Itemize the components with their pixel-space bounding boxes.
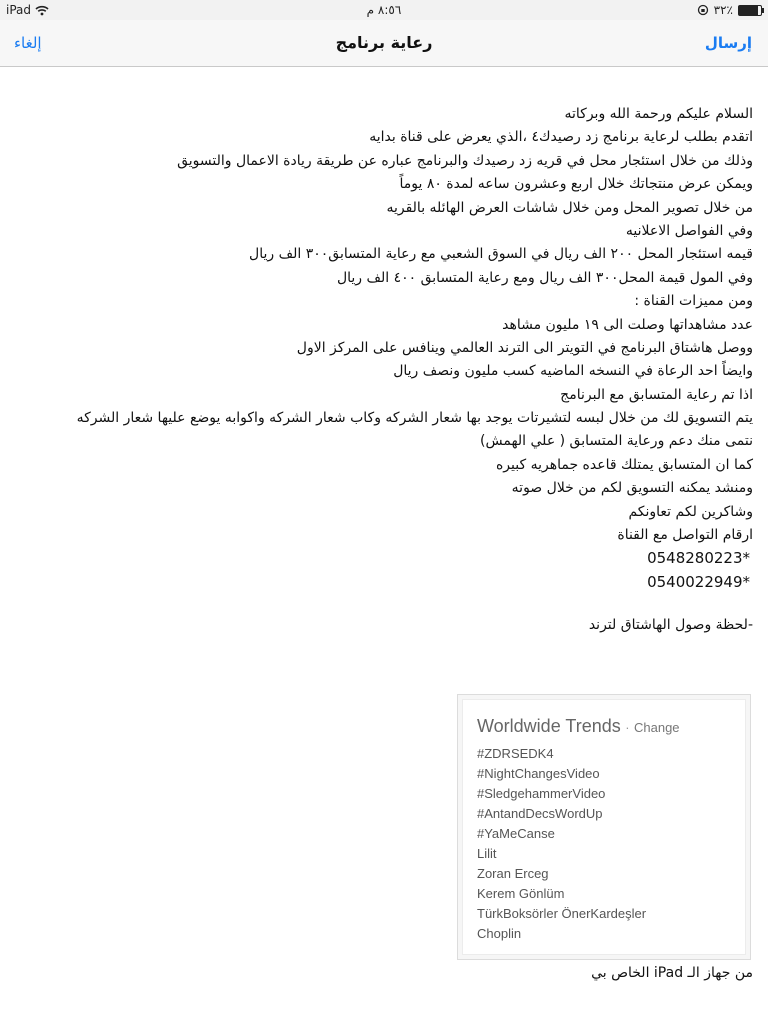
status-bar [0,0,768,20]
nav-bar [0,20,768,67]
cancel-button[interactable]: إلغاء [14,34,42,52]
trend-item: Lilit [477,846,497,861]
trends-panel [462,699,746,955]
trend-item: TürkBoksörler ÖnerKardeşler [477,906,647,921]
message-line: ومن مميزات القناة : [634,293,753,310]
orientation-lock-icon [697,4,709,16]
message-line: وذلك من خلال استئجار محل في قريه زد رصيدك والبرنامج عباره عن طريقة ريادة الاعمال والتسويق [177,152,753,169]
battery-percent: ٣٢٪ [713,3,733,17]
message-line: عدد مشاهداتها وصلت الى ١٩ مليون مشاهد [502,316,753,333]
message-line: يتم التسويق لك من خلال لبسه لتشيرتات يوجد بها شعار الشركه وكاب شعار الشركه واكوابه يوضع عليها شعار الشركه [76,410,753,427]
status-time: ٨:٥٦ م [366,3,402,17]
trend-caption: -لحظة وصول الهاشتاق لترند [588,617,753,634]
battery-icon [738,5,762,16]
trends-header [477,716,680,737]
message-line: من خلال تصوير المحل ومن خلال شاشات العرض الهائله بالقريه [386,199,753,216]
trend-item: #ZDRSEDK4 [477,746,554,761]
message-line: ارقام التواصل مع القناة [617,527,753,544]
trend-item: Zoran Erceg [477,866,549,881]
message-line: نتمى منك دعم ورعاية المتسابق ( علي الهمش) [480,433,753,450]
page-title: رعاية برنامج [335,33,433,52]
message-line: وفي الفواصل الاعلانيه [625,222,753,239]
message-line: ويمكن عرض منتجاتك خلال اربع وعشرون ساعه لمدة ٨٠ يوماً [399,176,753,193]
trend-item: Choplin [477,926,522,941]
trends-title: Worldwide Trends [477,716,621,736]
message-line: قيمه استئجار المحل ٢٠٠ الف ريال في السوق الشعبي مع رعاية المتسابق٣٠٠ الف ريال [249,246,753,263]
message-body[interactable] [53,103,753,638]
status-right [697,3,762,17]
message-line: وشاكرين لكم تعاونكم [628,503,753,520]
trends-separator: · [625,720,630,735]
message-line: ومنشد يمكنه التسويق لكم من خلال صوته [511,480,753,497]
trend-list [477,744,646,944]
message-line: وفي المول قيمة المحل٣٠٠ الف ريال ومع رعاية المتسابق ٤٠٠ الف ريال [336,269,753,286]
message-line: السلام عليكم ورحمة الله وبركاته [564,106,753,122]
message-line: اتقدم بطلب لرعاية برنامج زد رصيدك٤ ،الذي يعرض على قناة بدايه [369,129,753,146]
trend-item: #YaMeCanse [477,826,555,841]
device-label: iPad [6,3,32,17]
trend-item: #SledgehammerVideo [477,786,606,801]
trends-image [457,694,751,960]
trend-item: Kerem Gönlüm [477,886,565,901]
message-line: وايضاً احد الرعاة في النسخه الماضيه كسب مليون ونصف ريال [393,363,753,380]
message-line: اذا تم رعاية المتسابق مع البرنامج [560,386,753,403]
phone-number-2: 0540022949* [647,572,750,591]
send-button[interactable]: إرسال [704,34,752,52]
trend-item: #NightChangesVideo [477,766,600,781]
trends-change-label: Change [633,720,680,735]
message-line: كما ان المتسابق يمتلك قاعده جماهريه كبيره [495,456,753,473]
message-lines [53,103,753,547]
signature: من جهاز الـ iPad الخاص بي [591,965,753,981]
message-line: ووصل هاشتاق البرنامج في التويتر الى الترند العالمي وينافس على المركز الاول [296,339,753,356]
trend-item: #AntandDecsWordUp [477,806,603,821]
phone-number-1: 0548280223* [647,549,750,568]
